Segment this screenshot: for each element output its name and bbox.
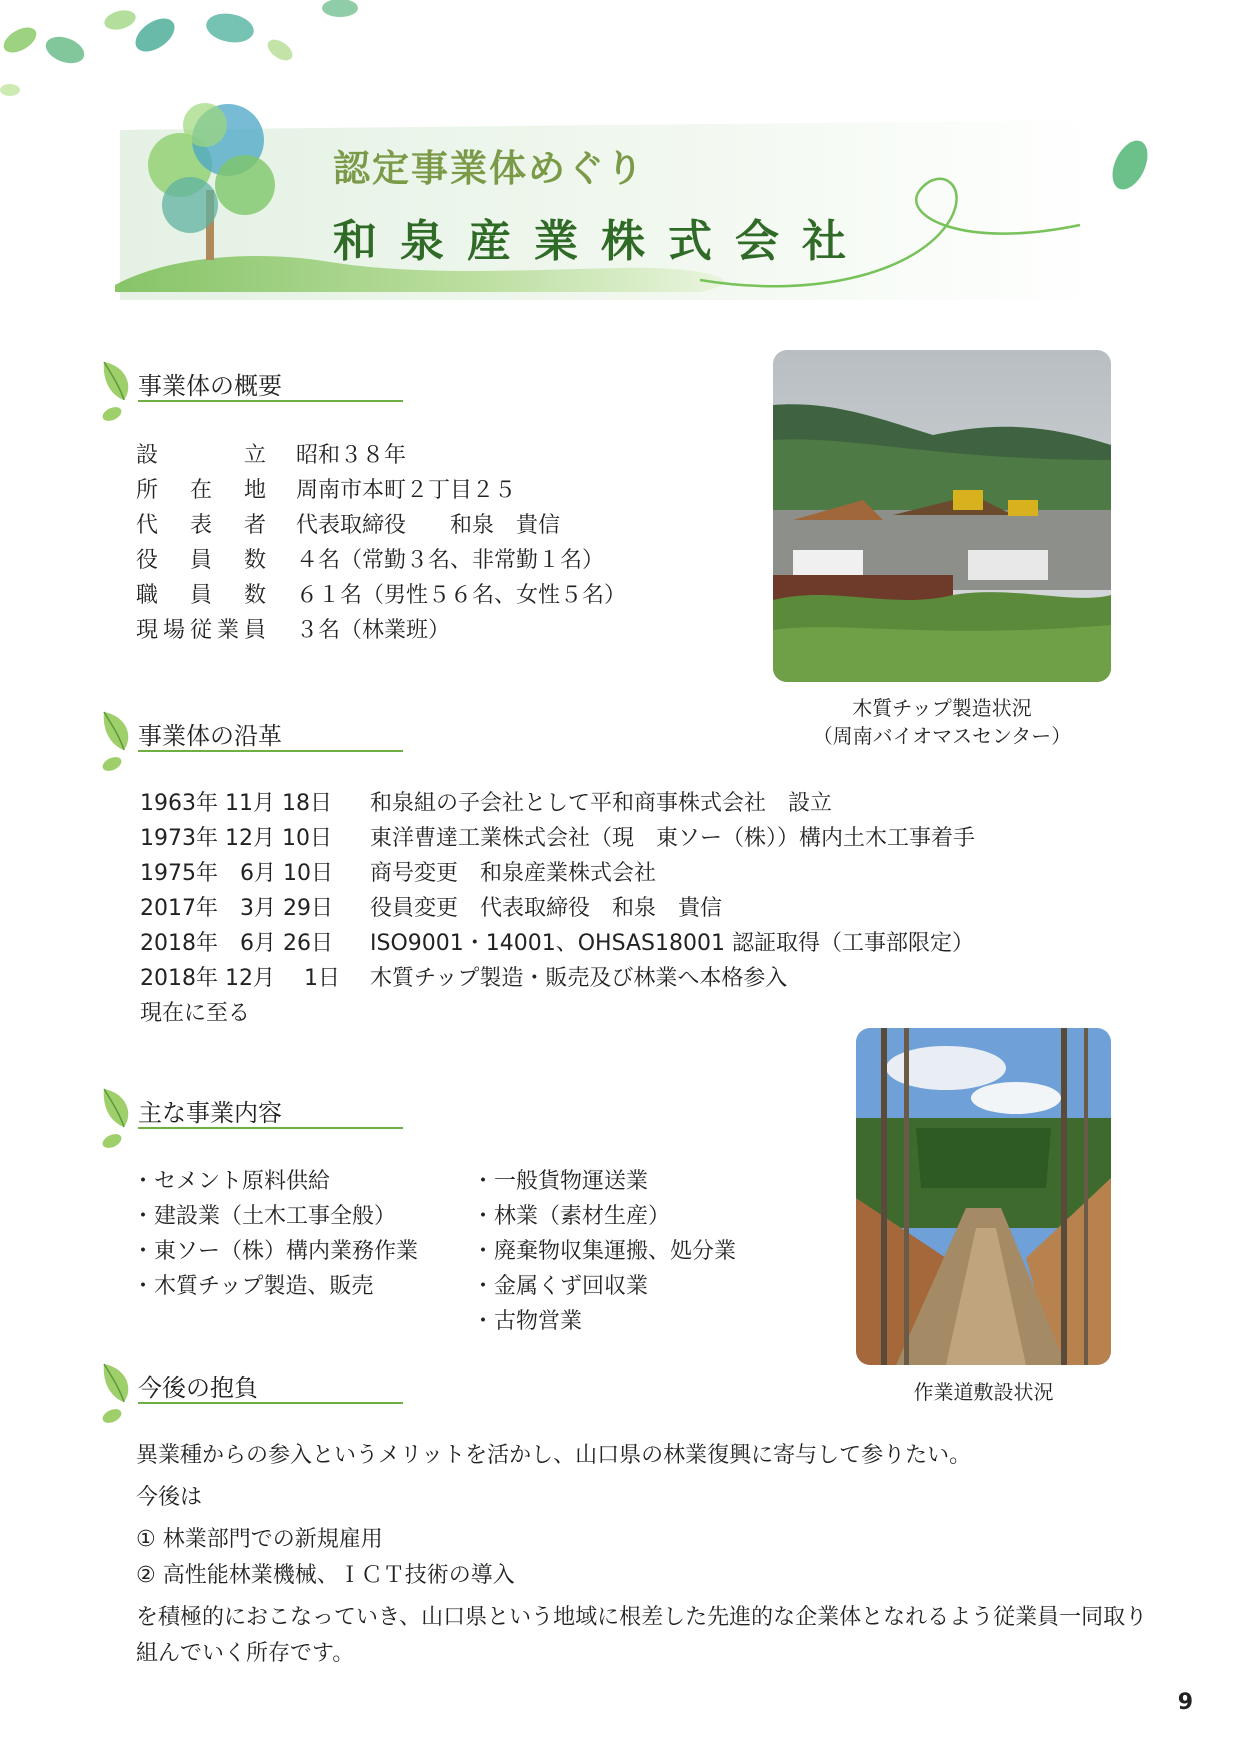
future-item-1: ① 林業部門での新規雇用 — [136, 1527, 383, 1552]
chip-photo-caption-1: 木質チップ製造状況 — [852, 696, 1032, 720]
overview-value: 昭和３８年 — [296, 443, 407, 468]
leaf-icon — [98, 1085, 138, 1155]
business-item: ・一般貨物運送業 — [472, 1169, 649, 1194]
history-date: 1973年 12月 10日 — [140, 826, 332, 851]
company-name-title: 和泉産業株式会社 — [333, 216, 869, 267]
future-item-2: ② 高性能林業機械、ＩＣＴ技術の導入 — [136, 1563, 515, 1588]
overview-key: 現 場 従 業 員 — [136, 618, 266, 643]
series-title: 認定事業体めぐり — [333, 146, 645, 190]
section-underline — [138, 750, 403, 752]
history-date: 現在に至る — [140, 1001, 251, 1026]
future-line-2: 今後は — [136, 1485, 203, 1510]
page-number: 9 — [1177, 1690, 1193, 1715]
history-date: 2017年 3月 29日 — [140, 896, 333, 921]
overview-value: ３名（林業班） — [296, 618, 451, 643]
overview-value: 周南市本町２丁目２５ — [296, 478, 517, 503]
overview-key: 役 員 数 — [136, 548, 266, 573]
business-item: ・東ソー（株）構内業務作業 — [132, 1239, 419, 1264]
business-item: ・廃棄物収集運搬、処分業 — [472, 1239, 737, 1264]
section-title: 事業体の沿革 — [138, 722, 282, 750]
overview-key: 職 員 数 — [136, 583, 266, 608]
section-title: 事業体の概要 — [138, 372, 282, 400]
history-date: 2018年 12月 1日 — [140, 966, 340, 991]
future-line-3: を積極的におこなっていき、山口県という地域に根差した先進的な企業体となれるよう従業員一同取り — [136, 1605, 1148, 1630]
history-text: 役員変更 代表取締役 和泉 貴信 — [370, 896, 723, 921]
overview-key: 代 表 者 — [136, 513, 266, 538]
leaf-icon — [98, 358, 138, 428]
future-line-1: 異業種からの参入というメリットを活かし、山口県の林業復興に寄与して参りたい。 — [136, 1443, 972, 1468]
business-item: ・林業（素材生産） — [472, 1204, 671, 1229]
overview-key: 設 立 — [136, 443, 266, 468]
history-date: 1963年 11月 18日 — [140, 791, 332, 816]
section-title: 主な事業内容 — [138, 1099, 282, 1127]
history-date: 1975年 6月 10日 — [140, 861, 333, 886]
leaf-icon — [98, 1360, 138, 1430]
overview-value: ４名（常勤３名、非常勤１名） — [296, 548, 605, 573]
business-item: ・木質チップ製造、販売 — [132, 1274, 374, 1299]
forest-road-photo — [856, 1028, 1111, 1365]
chip-photo-caption-2: （周南バイオマスセンター） — [812, 724, 1072, 748]
history-text: 木質チップ製造・販売及び林業へ本格参入 — [370, 966, 788, 991]
section-underline — [138, 1127, 403, 1129]
leaf-icon — [0, 0, 358, 96]
overview-value: 代表取締役 和泉 貴信 — [296, 513, 561, 538]
future-line-4: 組んでいく所存です。 — [136, 1641, 355, 1666]
history-date: 2018年 6月 26日 — [140, 931, 333, 956]
business-item: ・古物営業 — [472, 1309, 583, 1334]
overview-key: 所 在 地 — [136, 478, 266, 503]
section-underline — [138, 400, 403, 402]
section-title: 今後の抱負 — [138, 1374, 258, 1402]
history-text: 東洋曹達工業株式会社（現 東ソー（株））構内土木工事着手 — [370, 826, 976, 851]
history-text: 商号変更 和泉産業株式会社 — [370, 861, 657, 886]
chip-factory-photo — [773, 350, 1111, 682]
history-text: ISO9001・14001、OHSAS18001 認証取得（工事部限定） — [370, 931, 974, 956]
business-item: ・セメント原料供給 — [132, 1169, 331, 1194]
section-underline — [138, 1402, 403, 1404]
road-photo-caption: 作業道敷設状況 — [913, 1380, 1054, 1404]
business-item: ・金属くず回収業 — [472, 1274, 649, 1299]
business-item: ・建設業（土木工事全般） — [132, 1204, 397, 1229]
history-text: 和泉組の子会社として平和商事株式会社 設立 — [370, 791, 833, 816]
leaf-icon — [98, 708, 138, 778]
overview-value: ６１名（男性５６名、女性５名） — [296, 583, 627, 608]
